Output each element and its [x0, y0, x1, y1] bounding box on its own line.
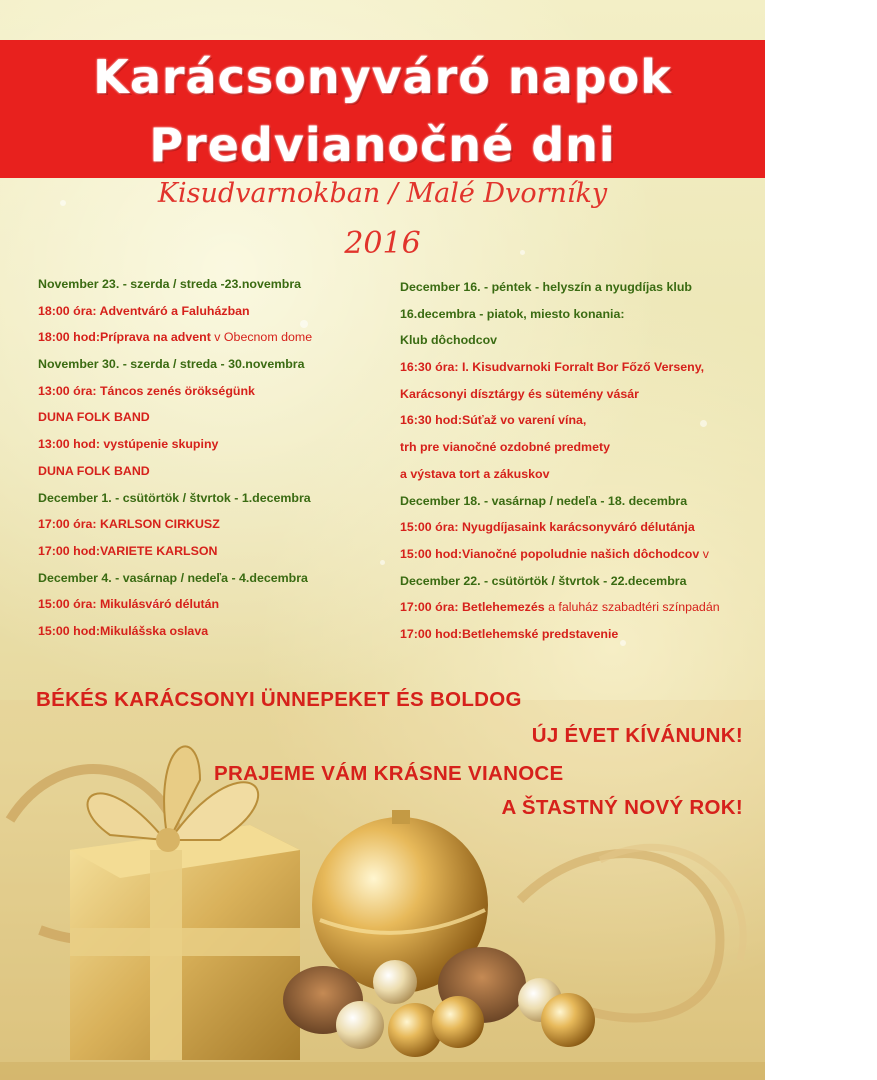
schedule-date-row [400, 568, 720, 595]
schedule-event-row [38, 538, 312, 565]
title-slovak: Predvianočné dni [149, 118, 616, 172]
schedule-row-text: 15:00 óra: Nyugdíjasaink karácsonyváró délutánja [400, 520, 695, 535]
schedule-row-text: 15:00 hod:Mikulášska oslava [38, 623, 209, 638]
schedule-event-row [38, 404, 312, 431]
schedule-row-text: DUNA FOLK BAND [38, 463, 150, 478]
schedule-event-row [38, 431, 312, 458]
schedule-date-row [400, 327, 720, 354]
schedule-date-row [400, 274, 720, 301]
schedule-event-row [38, 298, 312, 325]
schedule-event-row [38, 511, 312, 538]
schedule-row-text: 17:00 hod:Betlehemské predstavenie [400, 626, 619, 641]
schedule-event-row [400, 514, 720, 541]
greeting-hungarian-line2: ÚJ ÉVET KÍVÁNUNK! [531, 724, 743, 747]
schedule-right-column [400, 274, 720, 648]
schedule-row-text: December 16. - péntek - helyszín a nyugdíjas klub [400, 280, 692, 294]
schedule-row-text: 15:00 óra: Mikulásváró délután [38, 597, 220, 612]
schedule-event-row [400, 407, 720, 434]
greeting-slovak-line2: A ŠTASTNÝ NOVÝ ROK! [501, 796, 743, 819]
schedule-event-row [400, 381, 720, 408]
schedule-row-text: 15:00 hod:Vianočné popoludnie našich dôchodcov [400, 546, 700, 561]
schedule-event-row [400, 354, 720, 381]
schedule-row-extra-text: a faluház szabadtéri színpadán [544, 600, 720, 615]
schedule-row-text: 16.decembra - piatok, miesto konania: [400, 306, 625, 321]
schedule-row-text: December 4. - vasárnap / nedeľa - 4.decembra [38, 570, 308, 585]
schedule-date-row [400, 488, 720, 515]
schedule-date-row [38, 485, 312, 512]
schedule-row-text: trh pre vianočné ozdobné predmety [400, 440, 610, 455]
schedule-event-row [38, 458, 312, 485]
greeting-slovak-line1: PRAJEME VÁM KRÁSNE VIANOCE [214, 762, 564, 785]
schedule-event-row [400, 461, 720, 488]
gift-and-ornaments-illustration [0, 700, 765, 1080]
schedule-row-text: 13:00 hod: vystúpenie skupiny [38, 437, 219, 452]
title-hungarian: Karácsonyváró napok [93, 50, 672, 104]
schedule-event-row [38, 591, 312, 618]
schedule-event-row [38, 378, 312, 405]
schedule-event-row [38, 324, 312, 351]
schedule-left-column [38, 271, 312, 645]
schedule-row-text: December 22. - csütörtök / štvrtok - 22.decembra [400, 573, 687, 588]
schedule-row-extra-text: v Obecnom dome [210, 330, 313, 345]
schedule-event-row [400, 621, 720, 648]
schedule-date-row [38, 565, 312, 592]
schedule-date-row [38, 271, 312, 298]
schedule-date-row [38, 351, 312, 378]
schedule-row-text: 17:00 óra: Betlehemezés [400, 600, 545, 615]
schedule-event-row [38, 618, 312, 645]
schedule-row-text: 13:00 óra: Táncos zenés örökségünk [38, 383, 255, 398]
schedule-row-text: December 18. - vasárnap / nedeľa - 18. decembra [400, 493, 688, 508]
schedule-row-text: 16:30 óra: I. Kisudvarnoki Forralt Bor Főző Verseny, [400, 360, 705, 375]
schedule-event-row [400, 594, 720, 621]
schedule-date-row [400, 301, 720, 328]
year: 2016 [344, 226, 421, 261]
schedule-row-text: November 23. - szerda / streda -23.novembra [38, 277, 302, 291]
schedule-row-text: 17:00 óra: KARLSON CIRKUSZ [38, 517, 220, 532]
schedule-row-text: December 1. - csütörtök / štvrtok - 1.decembra [38, 490, 311, 505]
schedule-row-text: 17:00 hod:VARIETE KARLSON [38, 543, 218, 558]
schedule-row-text: 18:00 hod:Príprava na advent [38, 330, 211, 345]
schedule-row-text: 18:00 óra: Adventváró a Faluházban [38, 303, 250, 318]
schedule-row-text: Karácsonyi dísztárgy és sütemény vásár [400, 386, 639, 401]
schedule-row-text: 16:30 hod:Súťaž vo varení vína, [400, 413, 587, 428]
location-subtitle: Kisudvarnokban / Malé Dvorníky [157, 178, 608, 209]
schedule-row-text: DUNA FOLK BAND [38, 410, 150, 425]
schedule-row-extra-text: v [699, 546, 709, 561]
schedule-row-text: Klub dôchodcov [400, 333, 498, 348]
greeting-hungarian-line1: BÉKÉS KARÁCSONYI ÜNNEPEKET ÉS BOLDOG [36, 688, 522, 711]
schedule-row-text: November 30. - szerda / streda - 30.novembra [38, 357, 305, 372]
schedule-row-text: a výstava tort a zákuskov [400, 466, 550, 481]
schedule-event-row [400, 434, 720, 461]
schedule-event-row [400, 541, 720, 568]
